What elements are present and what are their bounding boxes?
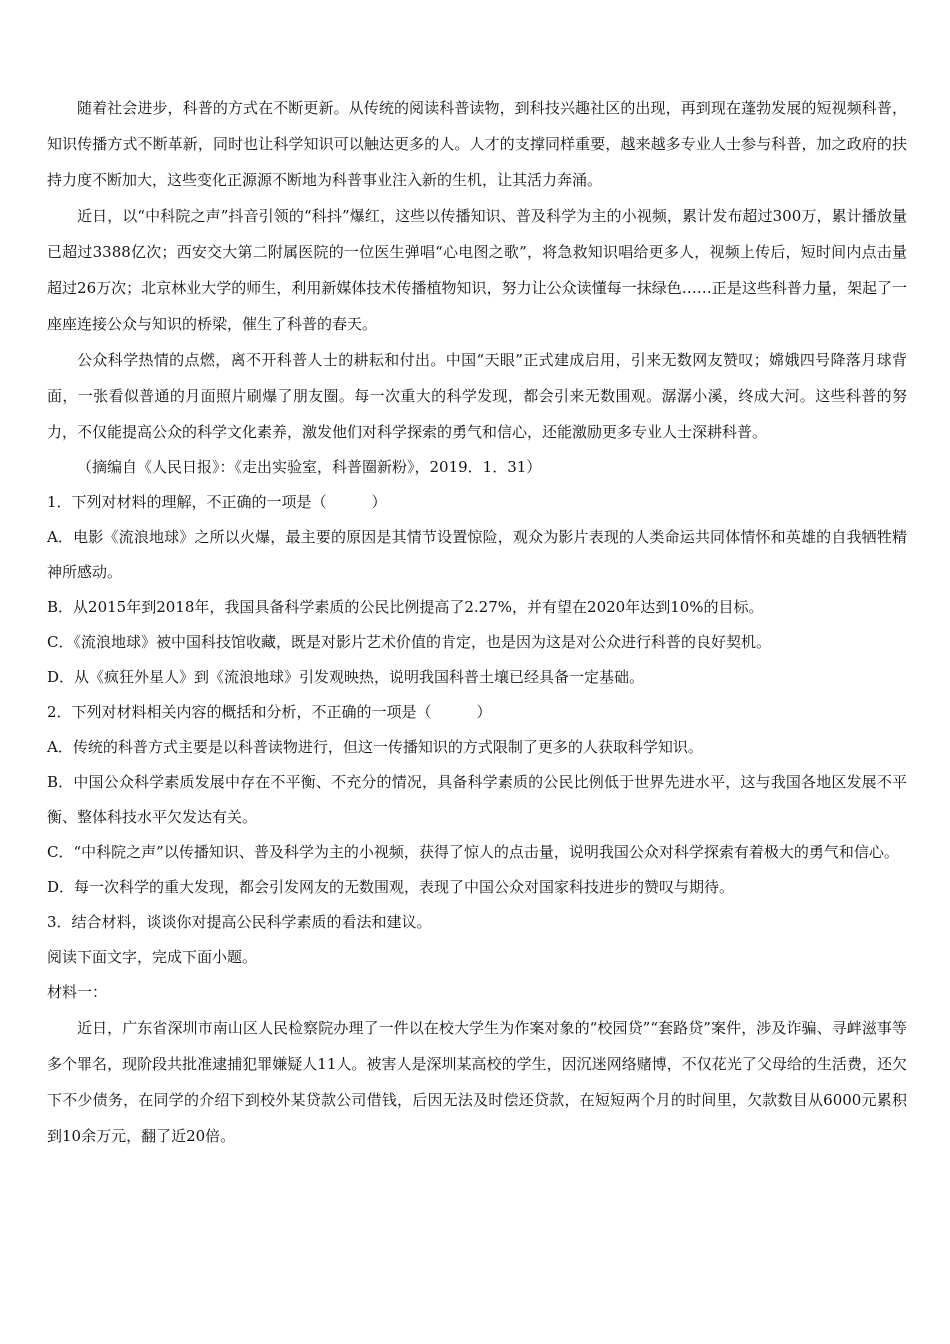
material-heading: 材料一： [47, 983, 108, 1001]
option-c: C．“中科院之声”以传播知识、普及科学为主的小视频，获得了惊人的点击量，说明我国公众对科学探索有着极大的勇气和信心。 [47, 843, 899, 861]
passage-paragraph: 公众科学热情的点燃，离不开科普人士的耕耘和付出。中国“天眼”正式建成启用，引来无数网友赞叹；嫦娥四号降落月球背面，一张看似普通的月面照片刷爆了朋友圈。每一次重大的科学发现，都会引来无数围观。潺潺小溪，终成大河。这些科普的努力，不仅能提高公众的科学文化素养，激发他们对科学探索的勇气和信心，还能激励更多专业人士深耕科普。 [47, 351, 907, 441]
question-stem: 3．结合材料，谈谈你对提高公民科学素质的看法和建议。 [47, 913, 432, 931]
question-1 [47, 485, 907, 695]
passage-paragraph: 近日，以“中科院之声”抖音引领的“科抖”爆红，这些以传播知识、普及科学为主的小视频，累计发布超过300万，累计播放量已超过3388亿次；西安交大第二附属医院的一位医生弹唱“心电图之歌”，将急救知识唱给更多人，视频上传后，短时间内点击量超过26万次；北京林业大学的师生，利用新媒体技术传播植物知识，努力让公众读懂每一抹绿色……正是这些科普力量，架起了一座座连接公众与知识的桥梁，催生了科普的春天。 [47, 207, 907, 333]
document-page [47, 90, 907, 1154]
option-d: D．从《疯狂外星人》到《流浪地球》引发观映热，说明我国科普土壤已经具备一定基础。 [47, 668, 645, 686]
reading-passage-2 [47, 940, 907, 1154]
passage-source: （摘编自《人民日报》：《走出实验室，科普圈新粉》，2019．1．31） [77, 458, 542, 476]
passage-paragraph: 近日，广东省深圳市南山区人民检察院办理了一件以在校大学生为作案对象的“校园贷”“套路贷”案件，涉及诈骗、寻衅滋事等多个罪名，现阶段共批准逮捕犯罪嫌疑人11人。被害人是深圳某高校的学生，因沉迷网络赌博，不仅花光了父母给的生活费，还欠下不少债务，在同学的介绍下到校外某贷款公司借钱，后因无法及时偿还贷款，在短短两个月的时间里，欠款数目从6000元累积到10余万元，翻了近20倍。 [47, 1019, 907, 1145]
option-b: B．中国公众科学素质发展中存在不平衡、不充分的情况，具备科学素质的公民比例低于世界先进水平，这与我国各地区发展不平衡、整体科技水平欠发达有关。 [47, 773, 907, 826]
option-c: C．《流浪地球》被中国科技馆收藏，既是对影片艺术价值的肯定，也是因为这是对公众进行科普的良好契机。 [47, 633, 771, 651]
passage-paragraph: 随着社会进步，科普的方式在不断更新。从传统的阅读科普读物，到科技兴趣社区的出现，再到现在蓬勃发展的短视频科普，知识传播方式不断革新，同时也让科学知识可以触达更多的人。人才的支撑同样重要，越来越多专业人士参与科普，加之政府的扶持力度不断加大，这些变化正源源不断地为科普事业注入新的生机，让其活力奔涌。 [47, 99, 907, 189]
question-stem: 1．下列对材料的理解，不正确的一项是（ ） [47, 493, 387, 511]
option-d: D．每一次科学的重大发现，都会引发网友的无数围观，表现了中国公众对国家科技进步的赞叹与期待。 [47, 878, 735, 896]
reading-passage-1 [47, 90, 907, 485]
question-3 [47, 905, 907, 940]
option-a: A．传统的科普方式主要是以科普读物进行，但这一传播知识的方式限制了更多的人获取科学知识。 [47, 738, 703, 756]
question-stem: 2．下列对材料相关内容的概括和分析，不正确的一项是（ ） [47, 703, 492, 721]
instruction: 阅读下面文字，完成下面小题。 [47, 948, 258, 966]
option-a: A．电影《流浪地球》之所以火爆，最主要的原因是其情节设置惊险，观众为影片表现的人类命运共同体情怀和英雄的自我牺牲精神所感动。 [47, 528, 907, 581]
question-2 [47, 695, 907, 905]
option-b: B．从2015年到2018年，我国具备科学素质的公民比例提高了2.27%，并有望在2020年达到10%的目标。 [47, 598, 764, 616]
